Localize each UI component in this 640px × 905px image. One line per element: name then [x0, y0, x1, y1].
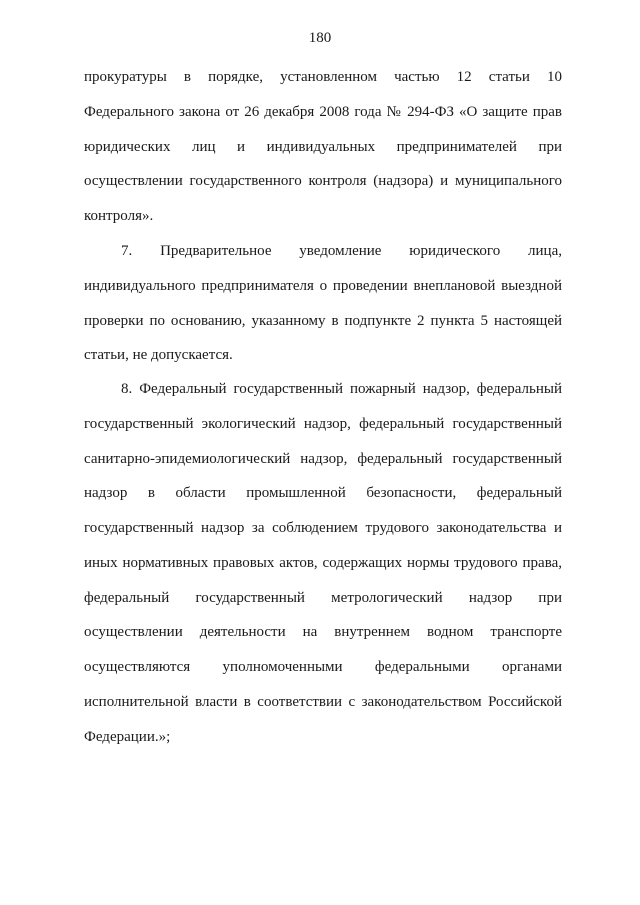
- paragraph-item-7: [84, 234, 562, 373]
- text-line: 8. Федеральный государственный пожарный надзор, федеральный: [121, 381, 562, 397]
- text-line: контроля».: [84, 208, 154, 224]
- text-line: осуществляются уполномоченными федеральными органами: [84, 659, 562, 675]
- text-line: статьи, не допускается.: [84, 347, 233, 364]
- text-line: федеральный государственный метрологический надзор при: [84, 589, 562, 606]
- text-line: прокуратуры в порядке, установленном частью 12 статьи 10: [84, 69, 562, 85]
- paragraph-continuation: [84, 60, 562, 234]
- text-line: исполнительной власти в соответствии с законодательством Российской: [84, 693, 562, 710]
- text-line: иных нормативных правовых актов, содержащих нормы трудового права,: [84, 554, 562, 571]
- text-line: индивидуального предпринимателя о проведении внеплановой выездной: [84, 277, 562, 294]
- text-line: осуществлении деятельности на внутреннем водном транспорте: [84, 624, 562, 641]
- text-line: 7. Предварительное уведомление юридического лица,: [121, 243, 562, 259]
- text-line: государственный надзор за соблюдением трудового законодательства и: [84, 520, 562, 536]
- text-line: надзор в области промышленной безопасности, федеральный: [84, 485, 562, 502]
- text-line: юридических лиц и индивидуальных предпринимателей при: [84, 138, 562, 155]
- text-line: санитарно-эпидемиологический надзор, федеральный государственный: [84, 450, 562, 467]
- text-line: осуществлении государственного контроля (надзора) и муниципального: [84, 173, 562, 190]
- text-line: государственный экологический надзор, федеральный государственный: [84, 415, 562, 432]
- page-number: 180: [308, 30, 332, 46]
- text-line: Федерального закона от 26 декабря 2008 года № 294-ФЗ «О защите прав: [84, 103, 562, 120]
- text-line: Федерации.»;: [84, 728, 171, 745]
- text-line: проверки по основанию, указанному в подпункте 2 пункта 5 настоящей: [84, 312, 562, 329]
- paragraph-item-8: [84, 372, 562, 754]
